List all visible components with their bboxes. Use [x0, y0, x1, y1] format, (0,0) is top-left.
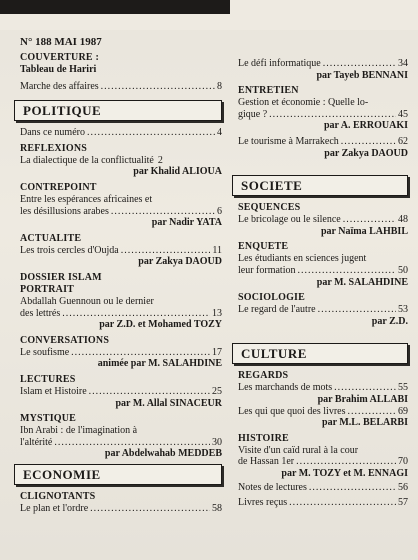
toc-entry: Le défi informatique ..... 34 par Tayeb BENNANI — [238, 58, 408, 81]
toc-entry: Le bricolage ou le silence ..... 48 par Naïma LAHBIL — [238, 214, 408, 237]
kicker-regards: REGARDS — [238, 370, 289, 382]
left-column — [14, 36, 222, 514]
kicker-dossier: DOSSIER ISLAM — [20, 271, 102, 283]
toc-entry: Gestion et économie : Quelle lo- gique ? ..... 45 par A. ERROUAKI — [238, 97, 408, 132]
toc-entry: Abdallah Guennoun ou le dernier des lettrés ..... 13 par Z.D. et Mohamed TOZY — [20, 296, 222, 331]
toc-entry: Le plan et l'ordre ..... 58 — [20, 503, 222, 515]
section-politique: POLITIQUE — [14, 100, 222, 121]
section-societe: SOCIETE — [232, 175, 408, 196]
kicker-portrait: PORTRAIT — [20, 283, 75, 295]
kicker-clignotants: CLIGNOTANTS — [20, 490, 96, 502]
cover-kicker: COUVERTURE : — [20, 52, 99, 63]
toc-entry: Les étudiants en sciences jugent leur formation ..... 50 par M. SALAHDINE — [238, 253, 408, 288]
toc-entry: Livres reçus ..... 57 — [238, 497, 408, 509]
masthead-bar — [0, 0, 230, 14]
kicker-actualite: ACTUALITE — [20, 232, 82, 244]
kicker-enquete: ENQUETE — [238, 241, 289, 253]
toc-entry: Les qui que quoi des livres ..... 69 par M.L. BELARBI — [238, 406, 408, 429]
masthead — [0, 0, 418, 30]
toc-entry: Notes de lectures ..... 56 — [238, 482, 408, 494]
section-culture: CULTURE — [232, 343, 408, 364]
toc-entry: Marche des affaires ..... 8 — [20, 81, 222, 93]
kicker-mystique: MYSTIQUE — [20, 413, 77, 425]
toc-entry: Islam et Histoire ..... 25 par M. Allal SINACEUR — [20, 386, 222, 409]
kicker-lectures: LECTURES — [20, 373, 76, 385]
toc-entry: Le regard de l'autre ..... 53 par Z.D. — [238, 304, 408, 327]
kicker-conversations: CONVERSATIONS — [20, 334, 110, 346]
issue-number: N° 188 MAI 1987 — [20, 36, 102, 48]
toc-entry: Le tourisme à Marrakech ..... 62 par Zakya DAOUD — [238, 136, 408, 159]
kicker-contrepoint: CONTREPOINT — [20, 181, 97, 193]
toc-entry: Les marchands de mots ..... 55 par Brahim ALLABI — [238, 382, 408, 405]
toc-entry: La dialectique de la conflictualité 2 par Khalid ALIOUA — [20, 154, 222, 178]
section-economie: ECONOMIE — [14, 464, 222, 485]
toc-entry: Visite d'un caïd rural à la cour de Hassan 1er ..... 70 par M. TOZY et M. ENNAGI — [238, 445, 408, 480]
right-column — [232, 58, 408, 509]
toc-entry: Entre les espérances africaines et les désillusions arabes ..... 6 par Nadir YATA — [20, 194, 222, 229]
toc-entry: Les trois cercles d'Oujda ..... 11 par Zakya DAOUD — [20, 245, 222, 268]
toc-entry: Dans ce numéro ..... 4 — [20, 127, 222, 139]
kicker-entretien: ENTRETIEN — [238, 85, 299, 97]
kicker-sociologie: SOCIOLOGIE — [238, 292, 306, 304]
kicker-reflexions: REFLEXIONS — [20, 142, 88, 154]
kicker-histoire: HISTOIRE — [238, 432, 289, 444]
cover-title: Tableau de Hariri — [20, 64, 97, 75]
kicker-sequences: SEQUENCES — [238, 202, 301, 214]
toc-entry: Ibn Arabi : de l'imagination à l'altérité ..... 30 par Abdelwahab MEDDEB — [20, 425, 222, 460]
toc-entry: Le soufisme ..... 17 animée par M. SALAHDINE — [20, 347, 222, 370]
